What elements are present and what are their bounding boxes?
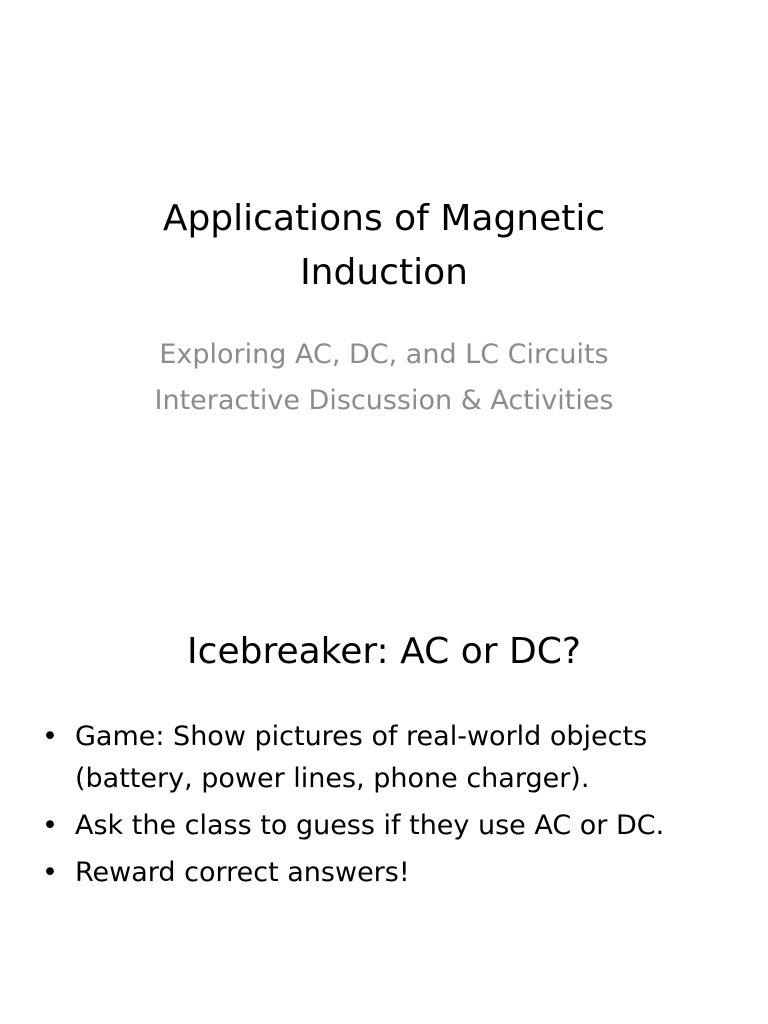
subtitle-line: Exploring AC, DC, and LC Circuits [159, 339, 609, 370]
bullet-point-icon: • [42, 721, 58, 752]
bullet-line: Reward correct answers! [75, 857, 410, 888]
subtitle-line: Interactive Discussion & Activities [154, 385, 614, 416]
list-item [40, 716, 740, 800]
title-line: Induction [300, 252, 468, 293]
title-line: Applications of Magnetic [162, 198, 606, 239]
list-item [40, 852, 740, 894]
slide-title-heading [0, 192, 768, 300]
bullet-point-icon: • [42, 857, 58, 888]
list-item [40, 805, 740, 847]
bullet-point-icon: • [42, 810, 58, 841]
bullet-line: (battery, power lines, phone charger). [75, 763, 590, 794]
bullet-text [75, 852, 740, 894]
bullet-text [75, 716, 740, 800]
bullet-list [40, 716, 740, 899]
bullet-text [75, 805, 740, 847]
bullet-line: Ask the class to guess if they use AC or DC. [75, 810, 665, 841]
bullet-line: Game: Show pictures of real-world objects [75, 721, 648, 752]
icebreaker-heading: Icebreaker: AC or DC? [187, 631, 581, 672]
slide-subtitle [0, 332, 768, 424]
